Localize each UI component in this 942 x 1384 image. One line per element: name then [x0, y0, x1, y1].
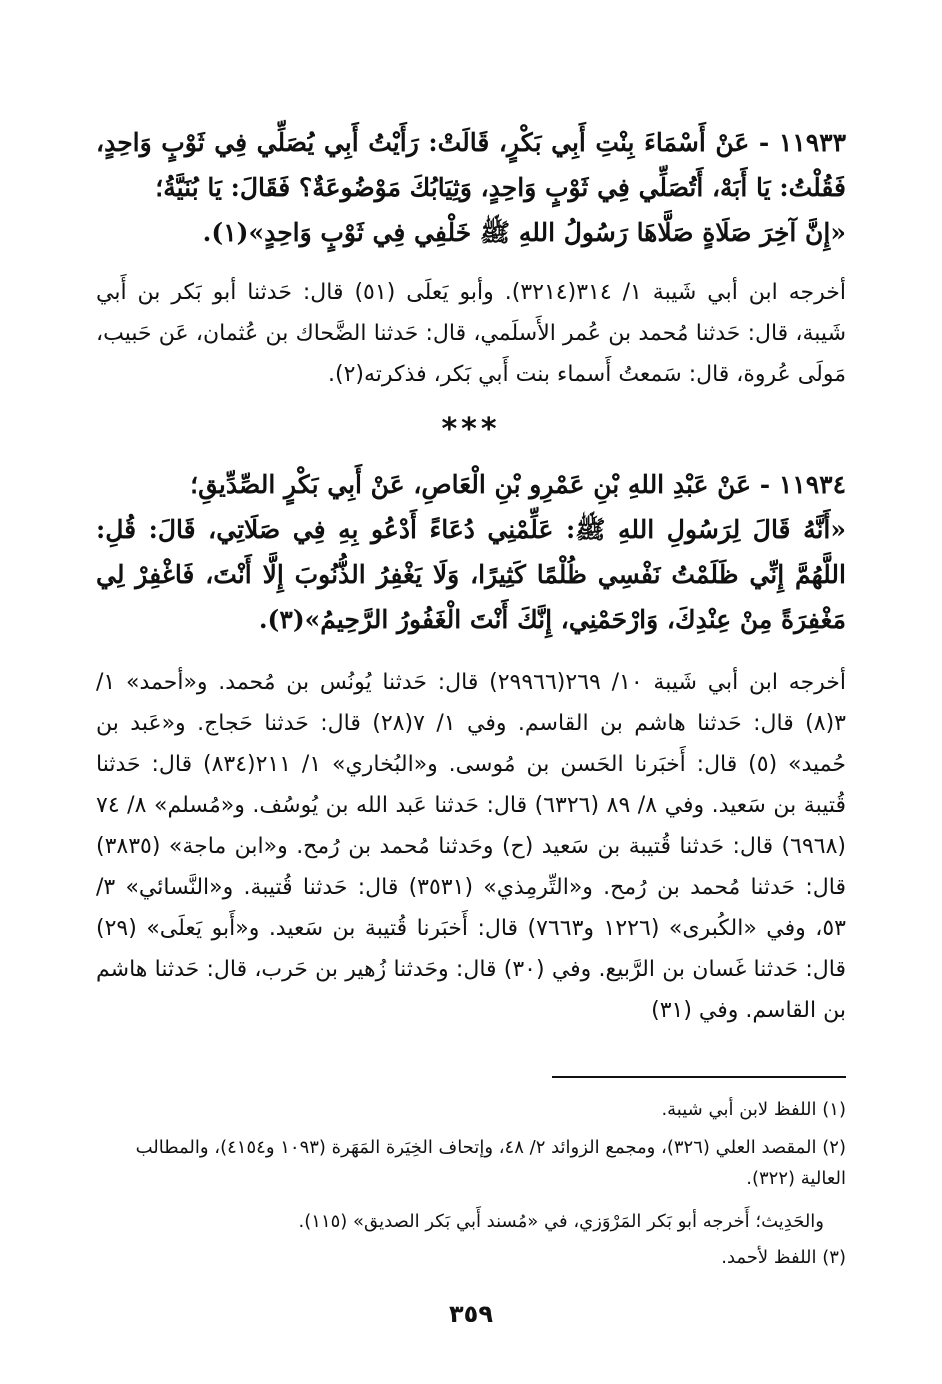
hadith-11933: [96, 120, 846, 255]
takhrij-paragraph: أخرجه ابن أبي شَيبة ١/ ٣١٤(٣٢١٤). وأبو يَعلَى (٥١) قال: حَدثنا أبو بَكر بن أَبي شَيبة، قال: حَدثنا مُحمد بن عُمر الأَسلَمي، قال: حَدثنا الضَّحاك بن عُثمان، عَن حَبيب، مَولَى عُروة، قال: سَمعتُ أَسماء بنت أَبي بَكر، فذكرته(٢).: [96, 280, 846, 387]
hadith-text: ١١٩٣٤ - عَنْ عَبْدِ اللهِ بْنِ عَمْرِو بْنِ الْعَاصِ، عَنْ أَبِي بَكْرٍ الصِّدِّيقِ؛: [190, 470, 846, 499]
section-separator: ***: [441, 412, 501, 447]
footnote-2-continuation: والحَدِيث؛ أَخرجه أبو بَكر المَرْوَزي، في «مُسند أَبي بَكر الصديق» (١١٥).: [298, 1211, 824, 1232]
hadith-quote: «أَنَّهُ قَالَ لِرَسُولِ اللهِ ﷺ: عَلِّمْنِي دُعَاءً أَدْعُو بِهِ فِي صَلَاتِي، قَالَ: قُلِ: اللَّهُمَّ إِنِّي ظَلَمْتُ نَفْسِي ظُلْمًا كَثِيرًا، وَلَا يَغْفِرُ الذُّنُوبَ إِلَّا أَنْتَ، فَاغْفِرْ لِي مَغْفِرَةً مِنْ عِنْدِكَ، وَارْحَمْنِي، إِنَّكَ أَنْتَ الْغَفُورُ الرَّحِيمُ»(٣).: [96, 515, 846, 634]
takhrij-paragraph: أخرجه ابن أبي شَيبة ١٠/ ٢٦٩(٢٩٩٦٦) قال: حَدثنا يُونُس بن مُحمد. و«أحمد» ١/ ٣(٨) قال: حَدثنا هاشم بن القاسم. وفي ١/ ٧(٢٨) قال: حَدثنا حَجاج. و«عَبد بن حُميد» (٥) قال: أَخبَرنا الحَسن بن مُوسى. و«البُخاري» ١/ ٢١١(٨٣٤) قال: حَدثنا قُتيبة بن سَعيد. وفي ٨/ ٨٩ (٦٣٢٦) قال: حَدثنا عَبد الله بن يُوسُف. و«مُسلم» ٨/ ٧٤ (٦٩٦٨) قال: حَدثنا قُتيبة بن سَعيد (ح) وحَدثنا مُحمد بن رُمح. و«ابن ماجة» (٣٨٣٥) قال: حَدثنا مُحمد بن رُمح. و«التِّرمِذي» (٣٥٣١) قال: حَدثنا قُتيبة. و«النَّسائي» ٣/ ٥٣، وفي «الكُبرى» (١٢٢٦ و٧٦٦٣) قال: أَخبَرنا قُتيبة بن سَعيد. و«أَبو يَعلَى» (٢٩) قال: حَدثنا غَسان بن الرَّبيع. وفي (٣٠) قال: وحَدثنا زُهير بن حَرب، قال: حَدثنا هاشم بن القاسم. وفي (٣١): [96, 670, 847, 1023]
footnote-2: (٢) المقصد العلي (٣٢٦)، ومجمع الزوائد ٢/ ٤٨، وإتحاف الخِيَرة المَهَرة (١٠٩٣ و٤١٥٤)، والمطالب العالية (٣٢٢).: [135, 1137, 846, 1189]
hadith-11934: [96, 462, 846, 642]
footnote-3: (٣) اللفظ لأحمد.: [721, 1247, 846, 1268]
footnote-1: (١) اللفظ لابن أبي شيبة.: [661, 1099, 846, 1120]
hadith-text: ١١٩٣٣ - عَنْ أَسْمَاءَ بِنْتِ أَبِي بَكْرٍ، قَالَتْ: رَأَيْتُ أَبِي يُصَلِّي فِي ثَوْبٍ وَاحِدٍ، فَقُلْتُ: يَا أَبَهْ، أَتُصَلِّي فِي ثَوْبٍ وَاحِدٍ، وَثِيَابُكَ مَوْضُوعَةٌ؟ فَقَالَ: يَا بُنَيَّةُ؛: [96, 128, 846, 202]
page-number: ٣٥٩: [449, 1300, 493, 1328]
footnote-divider: [552, 1076, 846, 1078]
hadith-quote: «إِنَّ آخِرَ صَلَاةٍ صَلَّاهَا رَسُولُ اللهِ ﷺ خَلْفِي فِي ثَوْبٍ وَاحِدٍ»(١).: [202, 218, 846, 247]
